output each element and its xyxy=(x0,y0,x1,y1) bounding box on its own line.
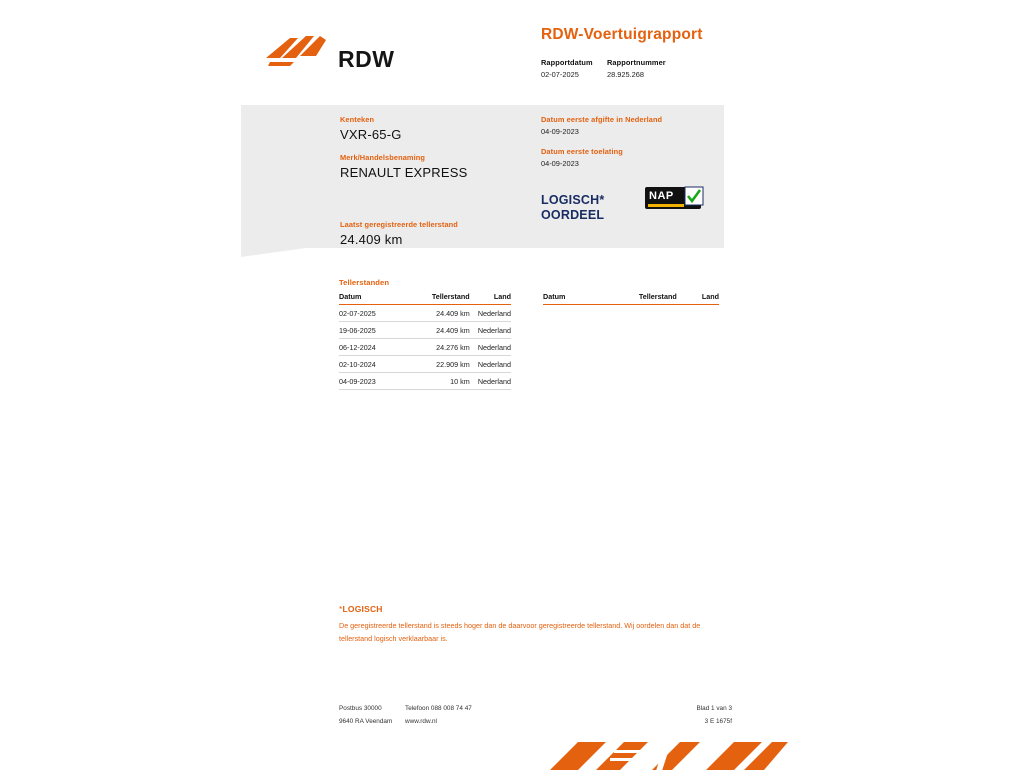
cell-land: Nederland xyxy=(470,339,511,356)
first-admission-label: Datum eerste toelating xyxy=(541,147,623,156)
verdict-line-1: LOGISCH* xyxy=(541,193,605,207)
rdw-arrow-logo-icon xyxy=(264,32,328,66)
footer-address xyxy=(339,702,392,728)
column-header-land: Land xyxy=(470,292,511,305)
cell-land: Nederland xyxy=(470,373,511,390)
footer-page-number: Blad 1 van 3 xyxy=(696,705,732,712)
cell-land: Nederland xyxy=(470,305,511,322)
table-row xyxy=(339,373,511,390)
table-row xyxy=(339,322,511,339)
footer-city: 9640 RA Veendam xyxy=(339,718,393,725)
vehicle-dates-group xyxy=(541,115,721,179)
odometer-table-right xyxy=(543,292,719,305)
odometer-label: Laatst geregistreerde tellerstand xyxy=(340,220,458,229)
cell-land: Nederland xyxy=(470,322,511,339)
cell-datum: 02-10-2024 xyxy=(339,356,411,373)
first-issue-value: 04-09-2023 xyxy=(541,127,579,136)
footnote-title xyxy=(339,604,731,614)
table-header-row xyxy=(339,292,511,305)
nap-badge-label: NAP xyxy=(649,190,674,202)
report-number-value: 28.925.268 xyxy=(607,70,644,79)
odometer-block xyxy=(340,220,530,247)
cell-datum: 19-06-2025 xyxy=(339,322,411,339)
licence-block xyxy=(340,115,530,142)
footer-page-info xyxy=(640,702,732,728)
column-header-datum: Datum xyxy=(339,292,411,305)
nap-badge xyxy=(645,187,701,209)
footer-phone: Telefoon 088 008 74 47 xyxy=(405,705,472,712)
footnote xyxy=(339,604,731,645)
cell-tellerstand: 24.409 km xyxy=(411,322,469,339)
footnote-body: De geregistreerde tellerstand is steeds hoger dan de daarvoor geregistreerde tellerstand. Wij oordelen dan dat de tellerstand logisch verklaarbaar is. xyxy=(339,621,701,643)
odometer-value: 24.409 km xyxy=(340,232,403,247)
table-row xyxy=(339,305,511,322)
panel-notch xyxy=(241,248,306,257)
brand-label: Merk/Handelsbenaming xyxy=(340,153,425,162)
footnote-title-text: LOGISCH xyxy=(342,604,383,614)
column-header-tellerstand: Tellerstand xyxy=(617,292,677,305)
cell-datum: 02-07-2025 xyxy=(339,305,411,322)
cell-tellerstand: 24.276 km xyxy=(411,339,469,356)
report-date-label: Rapportdatum xyxy=(541,58,593,67)
first-issue-block xyxy=(541,115,721,136)
nap-badge-underline xyxy=(648,204,684,207)
first-issue-label: Datum eerste afgifte in Nederland xyxy=(541,115,663,124)
first-admission-value: 04-09-2023 xyxy=(541,159,579,168)
vehicle-summary-panel xyxy=(241,105,724,248)
verdict-line-2: OORDEEL xyxy=(541,208,605,222)
brand-title: RDW xyxy=(338,46,395,72)
first-admission-block xyxy=(541,147,721,168)
section-title: Tellerstanden xyxy=(339,278,390,287)
report-number xyxy=(607,58,666,79)
footer-form-code: 3 E 1675f xyxy=(704,718,732,725)
rdw-arrows-decoration-icon xyxy=(548,740,788,774)
cell-tellerstand: 10 km xyxy=(411,373,469,390)
odometer-table-left xyxy=(339,292,511,390)
odometer-readings-section xyxy=(339,278,729,386)
brand-header xyxy=(264,24,524,74)
column-header-land: Land xyxy=(677,292,719,305)
cell-tellerstand: 22.909 km xyxy=(411,356,469,373)
table-row xyxy=(339,339,511,356)
footnote-star: * xyxy=(339,604,343,614)
column-header-datum: Datum xyxy=(543,292,617,305)
verdict-text xyxy=(541,193,604,223)
report-date xyxy=(541,58,593,79)
footer-contact-details xyxy=(405,702,472,728)
brand-value: RENAULT EXPRESS xyxy=(340,165,468,180)
cell-tellerstand: 24.409 km xyxy=(411,305,469,322)
footer-website[interactable]: www.rdw.nl xyxy=(405,718,437,725)
footer-po-box: Postbus 30000 xyxy=(339,705,382,712)
cell-land: Nederland xyxy=(470,356,511,373)
licence-value: VXR-65-G xyxy=(340,127,402,142)
report-date-value: 02-07-2025 xyxy=(541,70,579,79)
report-number-label: Rapportnummer xyxy=(607,58,666,67)
nap-check-icon xyxy=(683,185,705,207)
column-header-tellerstand: Tellerstand xyxy=(411,292,469,305)
brand-block xyxy=(340,153,530,180)
page-title: RDW-Voertuigrapport xyxy=(541,26,703,43)
licence-label: Kenteken xyxy=(340,115,375,124)
cell-datum: 04-09-2023 xyxy=(339,373,411,390)
table-row xyxy=(339,356,511,373)
table-header-row xyxy=(543,292,719,305)
vehicle-identity-group xyxy=(340,115,530,258)
cell-datum: 06-12-2024 xyxy=(339,339,411,356)
